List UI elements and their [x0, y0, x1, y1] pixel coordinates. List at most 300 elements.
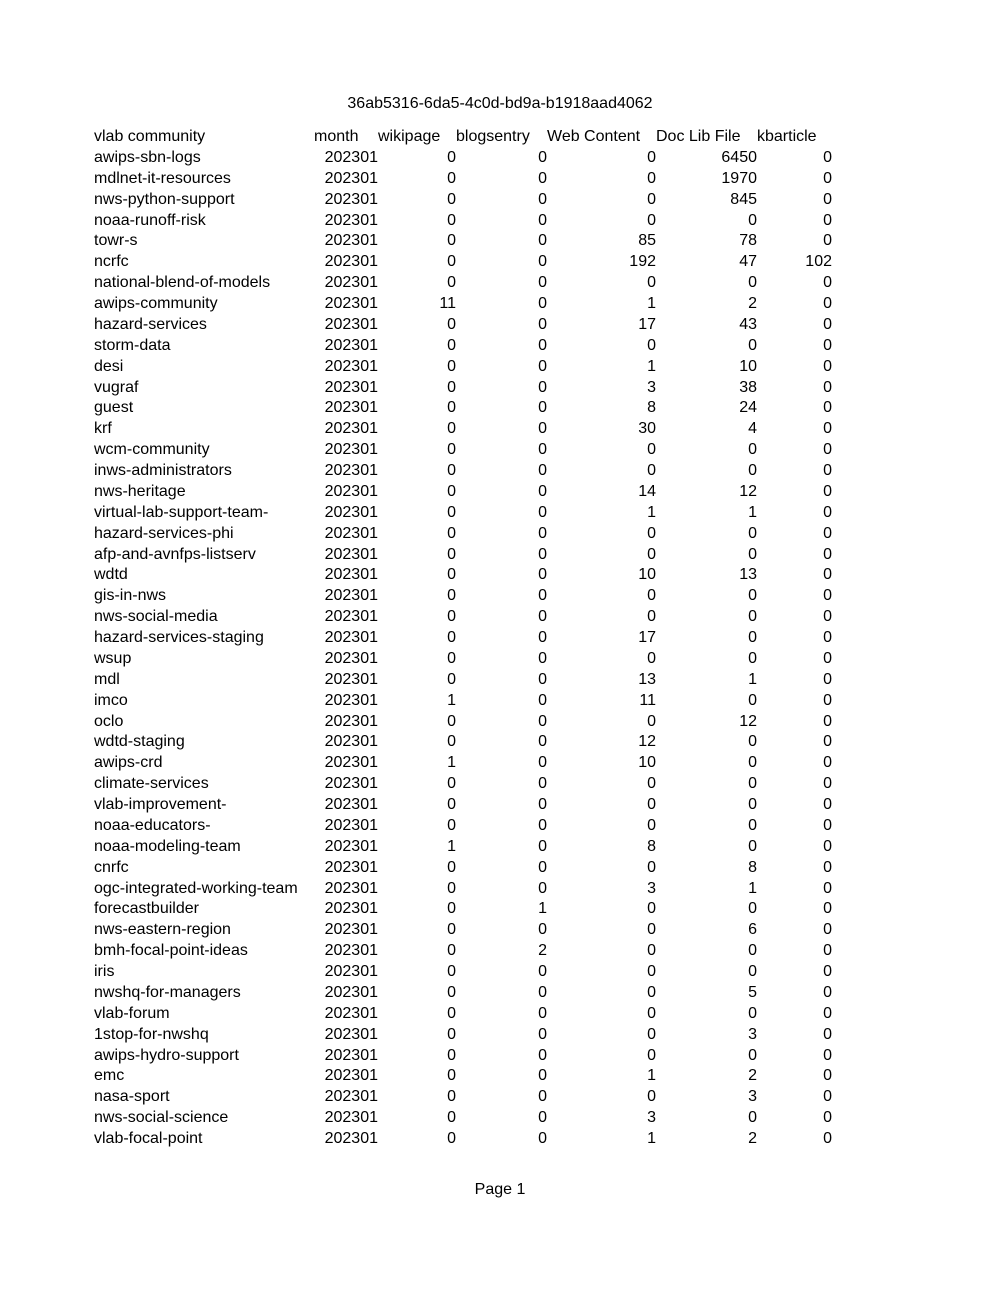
cell-blogsentry: 0: [538, 837, 547, 855]
community-report-table: [94, 127, 832, 1150]
cell-web-content: 0: [647, 1088, 656, 1106]
cell-wikipage: 0: [447, 441, 456, 459]
table-row: [94, 336, 832, 357]
cell-kbarticle: 0: [823, 1025, 832, 1043]
cell-doc-lib-file: 0: [748, 336, 757, 354]
table-row: [94, 273, 832, 294]
cell-doc-lib-file: 10: [739, 357, 757, 375]
cell-kbarticle: 0: [823, 545, 832, 563]
cell-doc-lib-file: 0: [748, 211, 757, 229]
cell-web-content: 0: [647, 274, 656, 292]
cell-blogsentry: 0: [538, 462, 547, 479]
table-row: [94, 169, 832, 190]
cell-community: ncrfc: [94, 253, 129, 271]
cell-blogsentry: 0: [538, 482, 547, 500]
cell-doc-lib-file: 0: [748, 733, 757, 751]
cell-web-content: 8: [647, 399, 656, 417]
cell-kbarticle: 0: [823, 733, 832, 751]
cell-doc-lib-file: 3: [748, 1025, 757, 1043]
cell-community: mdl: [94, 670, 120, 688]
cell-blogsentry: 0: [538, 399, 547, 417]
cell-community: vlab-focal-point: [94, 1130, 203, 1147]
cell-wikipage: 0: [447, 148, 456, 166]
cell-wikipage: 0: [447, 712, 456, 730]
table-row: [94, 565, 832, 586]
cell-blogsentry: 0: [538, 253, 547, 271]
cell-web-content: 0: [647, 1004, 656, 1022]
cell-month: 202301: [324, 503, 378, 521]
cell-community: cnrfc: [94, 858, 129, 876]
cell-community: wdtd: [94, 566, 128, 584]
cell-month: 202301: [324, 399, 378, 417]
cell-doc-lib-file: 12: [739, 712, 757, 730]
cell-wikipage: 1: [447, 837, 456, 855]
cell-web-content: 0: [647, 524, 656, 542]
table-row: [94, 252, 832, 273]
cell-blogsentry: 0: [538, 649, 547, 667]
cell-month: 202301: [324, 587, 378, 605]
cell-wikipage: 0: [447, 587, 456, 605]
cell-month: 202301: [324, 524, 378, 542]
cell-doc-lib-file: 0: [748, 1004, 757, 1022]
cell-blogsentry: 0: [538, 879, 547, 897]
cell-blogsentry: 0: [538, 566, 547, 584]
cell-web-content: 3: [647, 1109, 656, 1127]
cell-doc-lib-file: 0: [748, 274, 757, 292]
header-wikipage: wikipage: [378, 128, 441, 145]
cell-kbarticle: 0: [823, 336, 832, 354]
cell-kbarticle: 0: [823, 566, 832, 584]
cell-kbarticle: 102: [805, 253, 832, 271]
cell-web-content: 0: [647, 900, 656, 918]
cell-doc-lib-file: 0: [748, 942, 757, 960]
cell-web-content: 0: [647, 441, 656, 459]
cell-community: hazard-services: [94, 315, 207, 333]
page-number: Page 1: [474, 1181, 526, 1198]
cell-month: 202301: [324, 733, 378, 751]
table-row: [94, 503, 832, 524]
cell-wikipage: 0: [447, 733, 456, 751]
cell-web-content: 1: [647, 1130, 656, 1147]
cell-month: 202301: [324, 670, 378, 688]
cell-month: 202301: [324, 1004, 378, 1022]
cell-month: 202301: [324, 1025, 378, 1043]
cell-wikipage: 0: [447, 1004, 456, 1022]
cell-wikipage: 0: [447, 921, 456, 939]
cell-month: 202301: [324, 921, 378, 939]
table-row: [94, 670, 832, 691]
cell-blogsentry: 0: [538, 1004, 547, 1022]
cell-blogsentry: 0: [538, 232, 547, 250]
cell-blogsentry: 0: [538, 295, 547, 312]
cell-wikipage: 0: [447, 1046, 456, 1064]
cell-web-content: 0: [647, 608, 656, 626]
cell-month: 202301: [324, 441, 378, 459]
cell-web-content: 0: [647, 148, 656, 166]
cell-doc-lib-file: 0: [748, 900, 757, 918]
cell-blogsentry: 0: [538, 670, 547, 688]
cell-wikipage: 0: [447, 420, 456, 438]
cell-kbarticle: 0: [823, 274, 832, 292]
table-row: [94, 461, 832, 482]
cell-month: 202301: [324, 274, 378, 292]
cell-web-content: 0: [647, 963, 656, 980]
cell-doc-lib-file: 1: [748, 503, 757, 521]
cell-doc-lib-file: 0: [748, 691, 757, 709]
cell-kbarticle: 0: [823, 816, 832, 834]
cell-web-content: 0: [647, 169, 656, 187]
cell-wikipage: 0: [447, 211, 456, 229]
cell-web-content: 0: [647, 921, 656, 939]
cell-kbarticle: 0: [823, 503, 832, 521]
cell-community: awips-crd: [94, 754, 163, 772]
cell-month: 202301: [324, 378, 378, 396]
cell-community: awips-community: [94, 295, 218, 312]
cell-doc-lib-file: 0: [748, 608, 757, 626]
cell-blogsentry: 0: [538, 1109, 547, 1127]
cell-community: hazard-services-staging: [94, 629, 264, 646]
cell-web-content: 1: [647, 295, 656, 312]
cell-kbarticle: 0: [823, 691, 832, 709]
cell-community: iris: [94, 963, 115, 980]
table-row: [94, 899, 832, 920]
table-row: [94, 962, 832, 983]
cell-doc-lib-file: 6450: [721, 148, 757, 166]
cell-doc-lib-file: 0: [748, 587, 757, 605]
cell-community: guest: [94, 399, 134, 417]
cell-community: ogc-integrated-working-team: [94, 879, 298, 897]
cell-community: national-blend-of-models: [94, 274, 271, 292]
cell-doc-lib-file: 1: [748, 879, 757, 897]
table-row: [94, 691, 832, 712]
cell-month: 202301: [324, 629, 378, 646]
cell-doc-lib-file: 0: [748, 629, 757, 646]
cell-doc-lib-file: 2: [748, 1130, 757, 1147]
header-vlab-community: vlab community: [94, 128, 206, 145]
cell-kbarticle: 0: [823, 796, 832, 813]
table-row: [94, 1025, 832, 1046]
cell-wikipage: 0: [447, 963, 456, 980]
cell-wikipage: 0: [447, 357, 456, 375]
cell-wikipage: 1: [447, 691, 456, 709]
cell-kbarticle: 0: [823, 1130, 832, 1147]
cell-doc-lib-file: 1970: [721, 169, 757, 187]
cell-community: nws-eastern-region: [94, 921, 231, 939]
cell-web-content: 0: [647, 462, 656, 479]
cell-community: inws-administrators: [94, 462, 232, 479]
cell-blogsentry: 0: [538, 691, 547, 709]
cell-community: hazard-services-phi: [94, 524, 234, 542]
cell-doc-lib-file: 78: [739, 232, 757, 250]
cell-blogsentry: 0: [538, 754, 547, 772]
cell-community: wdtd-staging: [94, 733, 185, 751]
table-row: [94, 1129, 832, 1150]
table-row: [94, 774, 832, 795]
cell-web-content: 0: [647, 712, 656, 730]
cell-community: vlab-improvement-: [94, 796, 227, 813]
cell-month: 202301: [324, 336, 378, 354]
cell-kbarticle: 0: [823, 879, 832, 897]
table-row: [94, 1108, 832, 1129]
cell-blogsentry: 0: [538, 608, 547, 626]
cell-community: desi: [94, 357, 124, 375]
cell-blogsentry: 0: [538, 1046, 547, 1064]
cell-blogsentry: 0: [538, 1067, 547, 1085]
cell-doc-lib-file: 845: [730, 190, 757, 208]
cell-kbarticle: 0: [823, 357, 832, 375]
cell-web-content: 3: [647, 378, 656, 396]
cell-doc-lib-file: 43: [739, 315, 757, 333]
cell-kbarticle: 0: [823, 1004, 832, 1022]
cell-doc-lib-file: 0: [748, 796, 757, 813]
cell-month: 202301: [324, 211, 378, 229]
cell-web-content: 17: [638, 315, 656, 333]
cell-community: nasa-sport: [94, 1088, 170, 1106]
cell-month: 202301: [324, 169, 378, 187]
cell-wikipage: 11: [439, 295, 456, 312]
cell-doc-lib-file: 0: [748, 1109, 757, 1127]
cell-kbarticle: 0: [823, 482, 832, 500]
cell-wikipage: 0: [447, 1025, 456, 1043]
table-row: [94, 586, 832, 607]
cell-blogsentry: 0: [538, 420, 547, 438]
cell-community: wcm-community: [94, 441, 210, 459]
table-row: [94, 879, 832, 900]
cell-kbarticle: 0: [823, 775, 832, 793]
cell-wikipage: 0: [447, 482, 456, 500]
cell-wikipage: 0: [447, 1109, 456, 1127]
cell-kbarticle: 0: [823, 712, 832, 730]
cell-blogsentry: 0: [538, 336, 547, 354]
cell-wikipage: 0: [447, 1088, 456, 1106]
cell-wikipage: 0: [447, 942, 456, 960]
cell-community: vlab-forum: [94, 1004, 170, 1022]
cell-web-content: 0: [647, 858, 656, 876]
cell-web-content: 0: [647, 942, 656, 960]
cell-kbarticle: 0: [823, 608, 832, 626]
cell-wikipage: 0: [447, 796, 456, 813]
cell-web-content: 11: [639, 691, 656, 709]
cell-kbarticle: 0: [823, 900, 832, 918]
table-row: [94, 1066, 832, 1087]
cell-blogsentry: 0: [538, 733, 547, 751]
cell-month: 202301: [324, 1046, 378, 1064]
cell-month: 202301: [324, 462, 378, 479]
cell-month: 202301: [324, 357, 378, 375]
cell-blogsentry: 0: [538, 315, 547, 333]
cell-doc-lib-file: 38: [739, 378, 757, 396]
cell-wikipage: 0: [447, 900, 456, 918]
cell-blogsentry: 0: [538, 712, 547, 730]
cell-month: 202301: [324, 816, 378, 834]
cell-web-content: 0: [647, 211, 656, 229]
cell-doc-lib-file: 0: [748, 816, 757, 834]
table-row: [94, 983, 832, 1004]
cell-kbarticle: 0: [823, 837, 832, 855]
cell-wikipage: 0: [447, 503, 456, 521]
cell-web-content: 12: [638, 733, 656, 751]
cell-month: 202301: [324, 482, 378, 500]
cell-doc-lib-file: 0: [748, 837, 757, 855]
cell-wikipage: 0: [447, 629, 456, 646]
cell-web-content: 10: [638, 566, 656, 584]
cell-blogsentry: 0: [538, 858, 547, 876]
cell-blogsentry: 1: [538, 900, 547, 918]
cell-month: 202301: [324, 775, 378, 793]
cell-doc-lib-file: 4: [748, 420, 757, 438]
table-header: [94, 127, 832, 148]
cell-web-content: 0: [647, 587, 656, 605]
cell-kbarticle: 0: [823, 169, 832, 187]
cell-community: gis-in-nws: [94, 587, 167, 605]
cell-blogsentry: 0: [538, 1130, 547, 1147]
cell-doc-lib-file: 0: [748, 524, 757, 542]
cell-kbarticle: 0: [823, 629, 832, 646]
table-row: [94, 148, 832, 169]
cell-month: 202301: [324, 148, 378, 166]
cell-wikipage: 0: [447, 566, 456, 584]
cell-blogsentry: 0: [538, 921, 547, 939]
cell-community: towr-s: [94, 232, 138, 250]
header-web-content: Web Content: [547, 128, 641, 145]
cell-web-content: 0: [647, 545, 656, 563]
cell-wikipage: 0: [447, 670, 456, 688]
table-row: [94, 524, 832, 545]
cell-kbarticle: 0: [823, 670, 832, 688]
cell-blogsentry: 0: [538, 274, 547, 292]
cell-month: 202301: [324, 712, 378, 730]
cell-web-content: 8: [647, 837, 656, 855]
cell-month: 202301: [324, 754, 378, 772]
cell-web-content: 10: [638, 754, 656, 772]
table-row: [94, 649, 832, 670]
cell-month: 202301: [324, 900, 378, 918]
cell-wikipage: 0: [447, 1130, 456, 1147]
cell-blogsentry: 0: [538, 796, 547, 813]
cell-wikipage: 0: [447, 336, 456, 354]
cell-kbarticle: 0: [823, 315, 832, 333]
cell-month: 202301: [324, 420, 378, 438]
cell-kbarticle: 0: [823, 524, 832, 542]
cell-month: 202301: [324, 295, 378, 312]
cell-community: awips-sbn-logs: [94, 148, 201, 166]
cell-wikipage: 0: [447, 545, 456, 563]
cell-blogsentry: 0: [538, 211, 547, 229]
cell-community: nws-social-media: [94, 608, 218, 626]
table-row: [94, 795, 832, 816]
table-row: [94, 211, 832, 232]
cell-kbarticle: 0: [823, 211, 832, 229]
cell-doc-lib-file: 12: [739, 482, 757, 500]
cell-wikipage: 0: [447, 524, 456, 542]
cell-web-content: 1: [647, 1067, 656, 1085]
cell-doc-lib-file: 24: [739, 399, 757, 417]
cell-web-content: 13: [638, 670, 656, 688]
cell-month: 202301: [324, 232, 378, 250]
cell-doc-lib-file: 0: [748, 1046, 757, 1064]
cell-blogsentry: 0: [538, 169, 547, 187]
cell-blogsentry: 0: [538, 357, 547, 375]
cell-month: 202301: [324, 963, 378, 980]
table-row: [94, 1046, 832, 1067]
cell-community: emc: [94, 1067, 125, 1085]
cell-doc-lib-file: 0: [748, 545, 757, 563]
cell-web-content: 0: [647, 1025, 656, 1043]
cell-month: 202301: [324, 190, 378, 208]
cell-kbarticle: 0: [823, 963, 832, 980]
table-row: [94, 712, 832, 733]
cell-blogsentry: 0: [538, 503, 547, 521]
cell-wikipage: 0: [447, 879, 456, 897]
cell-web-content: 0: [647, 796, 656, 813]
cell-web-content: 0: [647, 649, 656, 667]
table-row: [94, 753, 832, 774]
cell-doc-lib-file: 3: [748, 1088, 757, 1106]
cell-web-content: 30: [638, 420, 656, 438]
cell-wikipage: 0: [447, 1067, 456, 1085]
table-row: [94, 837, 832, 858]
cell-doc-lib-file: 0: [748, 754, 757, 772]
table-row: [94, 419, 832, 440]
cell-web-content: 17: [638, 629, 656, 646]
cell-month: 202301: [324, 858, 378, 876]
cell-community: climate-services: [94, 775, 209, 793]
cell-wikipage: 0: [447, 169, 456, 187]
table-row: [94, 440, 832, 461]
table-row: [94, 294, 832, 315]
cell-kbarticle: 0: [823, 295, 832, 312]
cell-kbarticle: 0: [823, 921, 832, 939]
table-row: [94, 315, 832, 336]
cell-month: 202301: [324, 566, 378, 584]
cell-web-content: 192: [629, 253, 656, 271]
cell-blogsentry: 0: [538, 545, 547, 563]
cell-blogsentry: 0: [538, 629, 547, 646]
cell-blogsentry: 0: [538, 816, 547, 834]
cell-kbarticle: 0: [823, 441, 832, 459]
cell-community: awips-hydro-support: [94, 1046, 239, 1064]
cell-doc-lib-file: 0: [748, 462, 757, 479]
cell-kbarticle: 0: [823, 378, 832, 396]
cell-wikipage: 0: [447, 274, 456, 292]
cell-web-content: 0: [647, 1046, 656, 1064]
cell-community: oclo: [94, 712, 124, 730]
cell-wikipage: 0: [447, 378, 456, 396]
cell-wikipage: 0: [447, 253, 456, 271]
cell-month: 202301: [324, 879, 378, 897]
table-row: [94, 920, 832, 941]
cell-community: wsup: [94, 649, 132, 667]
cell-kbarticle: 0: [823, 1046, 832, 1064]
cell-blogsentry: 0: [538, 963, 547, 980]
cell-wikipage: 0: [447, 858, 456, 876]
cell-blogsentry: 0: [538, 983, 547, 1001]
cell-wikipage: 0: [447, 399, 456, 417]
cell-kbarticle: 0: [823, 587, 832, 605]
cell-wikipage: 0: [447, 315, 456, 333]
cell-doc-lib-file: 2: [748, 1067, 757, 1085]
cell-month: 202301: [324, 1067, 378, 1085]
table-row: [94, 231, 832, 252]
cell-kbarticle: 0: [823, 190, 832, 208]
cell-community: nws-python-support: [94, 190, 235, 208]
cell-community: nwshq-for-managers: [94, 983, 241, 1001]
cell-month: 202301: [324, 837, 378, 855]
cell-month: 202301: [324, 796, 378, 813]
document-title: 36ab5316-6da5-4c0d-bd9a-b1918aad4062: [347, 95, 653, 112]
cell-month: 202301: [324, 983, 378, 1001]
header-row: [94, 127, 832, 148]
